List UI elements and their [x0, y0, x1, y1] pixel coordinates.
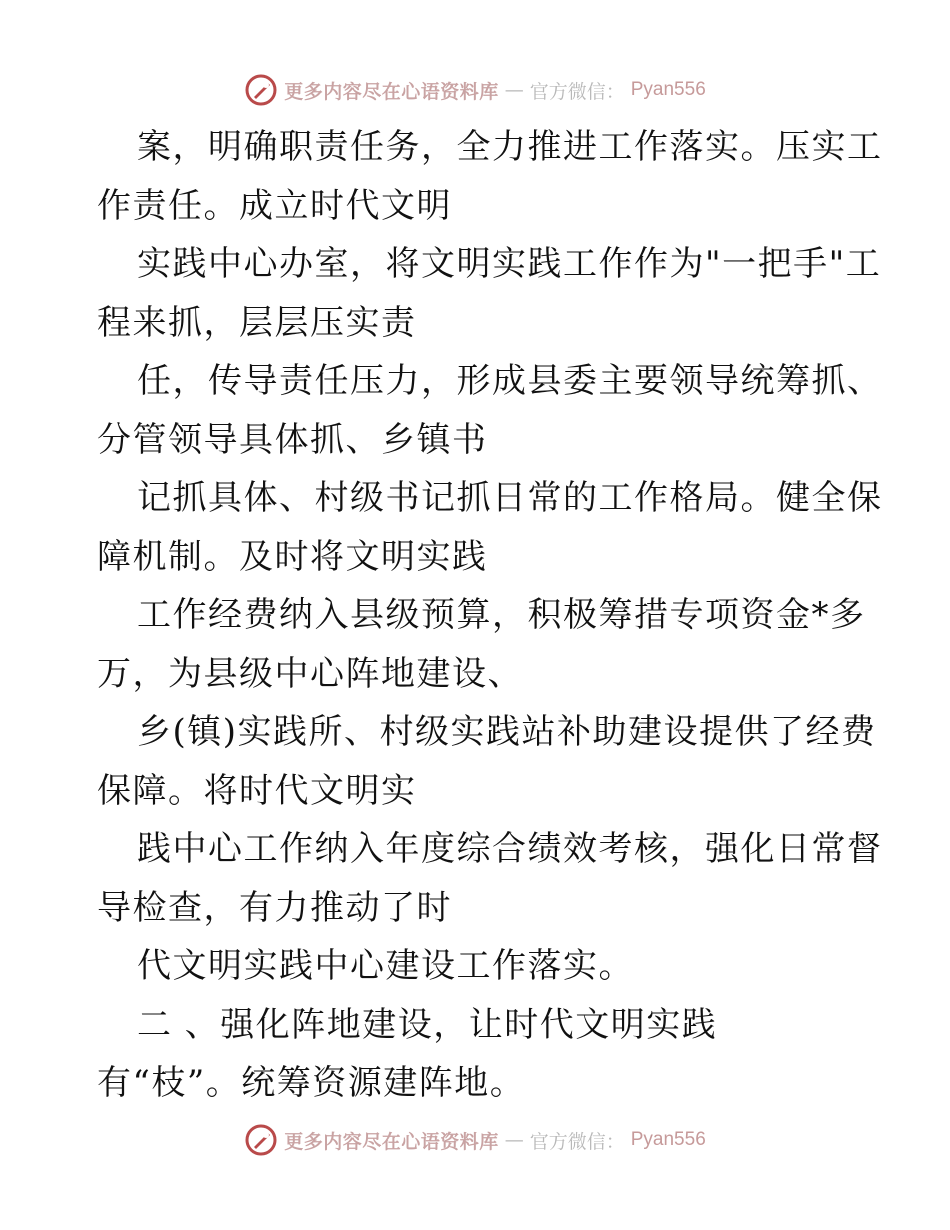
quill-logo-icon [244, 1123, 278, 1157]
watermark-brand: 更多内容尽在心语资料库 [284, 80, 499, 103]
watermark-official: 官方微信： [529, 80, 625, 103]
document-body [97, 118, 883, 1113]
quill-logo-icon [244, 73, 278, 107]
text-line: 程来抓，层层压实责 [97, 302, 417, 343]
text-line: 记抓具体、村级书记抓日常的工作格局。健全保 [137, 478, 883, 518]
watermark-id: Pyan556 [630, 79, 706, 100]
watermark-brand: 更多内容尽在心语资料库 [284, 1130, 499, 1153]
text-line: 任，传导责任压力，形成县委主要领导统筹抓、 [137, 361, 883, 401]
text-line: 代文明实践中心建设工作落实。 [137, 946, 634, 986]
text-line: 乡(镇)实践所、村级实践站补助建设提供了经费 [137, 712, 877, 752]
text-line: 保障。将时代文明实 [97, 770, 417, 811]
text-line: 案，明确职责任务，全力推进工作落实。压实工 [137, 127, 883, 167]
footer-watermark [0, 1120, 950, 1160]
header-watermark [0, 70, 950, 110]
watermark-dash: — [504, 79, 524, 101]
watermark-id: Pyan556 [630, 1129, 706, 1150]
text-line: 有“枝”。统筹资源建阵地。 [97, 1063, 526, 1103]
text-line: 作责任。成立时代文明 [97, 185, 452, 226]
text-line: 分管领导具体抓、乡镇书 [97, 419, 488, 460]
text-line: 导检查，有力推动了时 [97, 887, 452, 928]
text-line: 万，为县级中心阵地建设、 [97, 653, 523, 694]
text-line: 工作经费纳入县级预算，积极筹措专项资金*多 [137, 595, 866, 635]
text-line: 践中心工作纳入年度综合绩效考核，强化日常督 [137, 829, 883, 869]
text-line: 二 、强化阵地建设，让时代文明实践 [137, 1004, 718, 1045]
watermark-official: 官方微信： [529, 1130, 625, 1153]
watermark-dash: — [504, 1129, 524, 1151]
text-line: 实践中心办室，将文明实践工作作为"一把手"工 [137, 244, 882, 284]
text-line: 障机制。及时将文明实践 [97, 536, 488, 577]
